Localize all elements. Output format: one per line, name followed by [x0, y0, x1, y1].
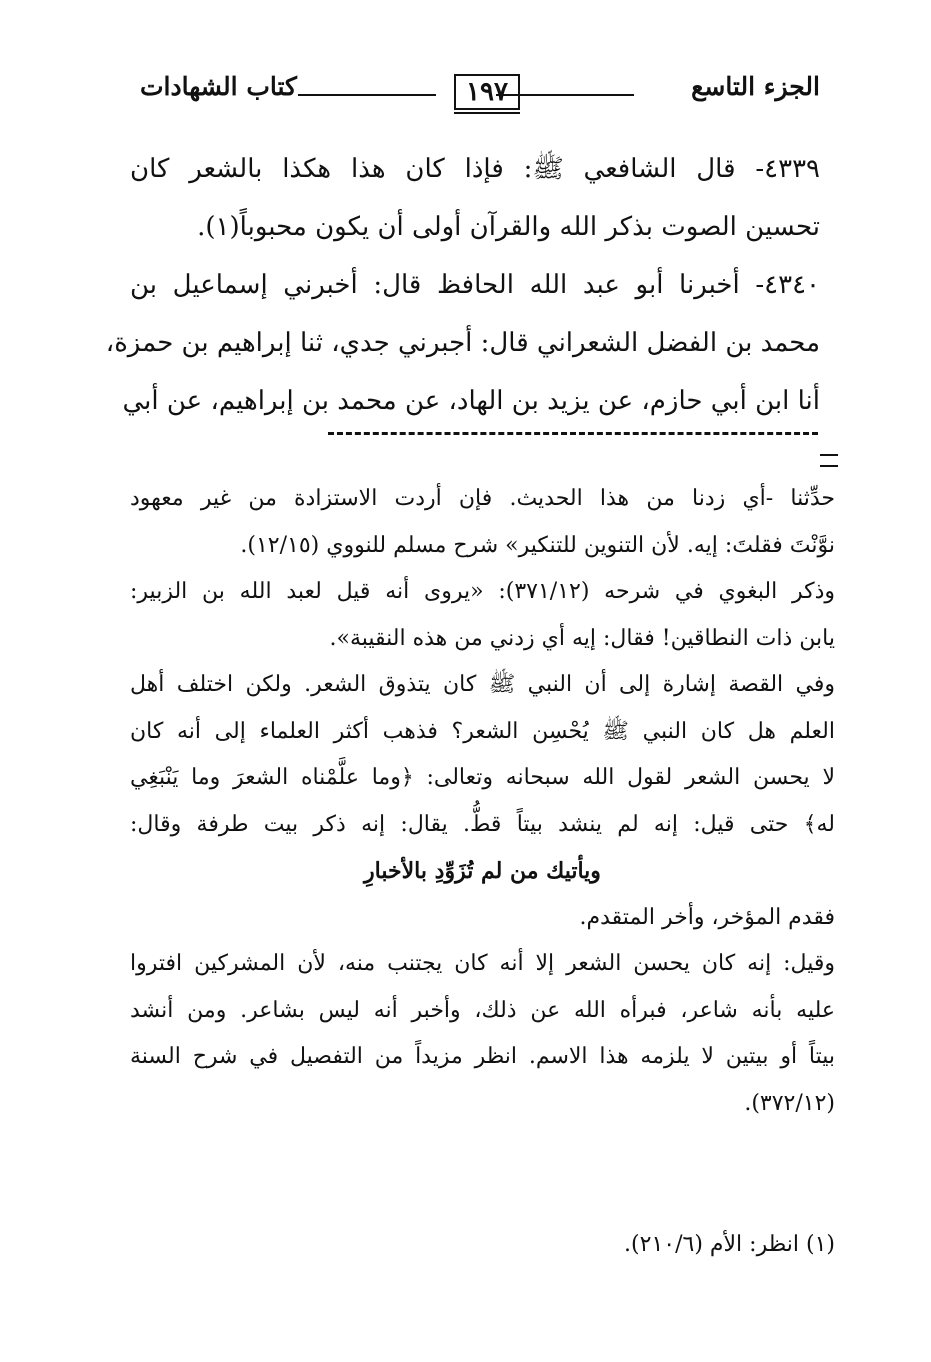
part-title: الجزء التاسع — [691, 72, 820, 101]
main-line: ٤٣٣٩- قال الشافعي ﷺ: فإذا كان هذا هكذا بالشعر كان — [130, 154, 820, 184]
poetry-verse: ويأتيك من لم تُزَوِّدِ بالأخبارِ — [364, 858, 601, 884]
page-number: ١٩٧ — [454, 74, 520, 110]
note-line: عليه بأنه شاعر، فبرأه الله عن ذلك، وأخبر أنه ليس بشاعر. ومن أنشد — [130, 997, 835, 1023]
book-title: كتاب الشهادات — [140, 72, 297, 101]
note-line: وفي القصة إشارة إلى أن النبي ﷺ كان يتذوق الشعر. ولكن اختلف أهل — [130, 672, 835, 697]
note-line: يابن ذات النطاقين! فقال: إيه أي زدني من هذه النقيبة». — [329, 625, 835, 651]
main-line: محمد بن الفضل الشعراني قال: أجبرني جدي، ثنا إبراهيم بن حمزة، — [105, 328, 820, 358]
note-line: فقدم المؤخر، وأخر المتقدم. — [579, 904, 835, 930]
main-text — [105, 140, 820, 430]
main-line: ٤٣٤٠- أخبرنا أبو عبد الله الحافظ قال: أخبرني إسماعيل بن — [130, 270, 820, 300]
page-header — [140, 64, 820, 120]
note-line: (٣٧٢/١٢). — [744, 1090, 835, 1116]
note-line: بيتاً أو بيتين لا يلزمه هذا الاسم. انظر مزيداً من التفصيل في شرح السنة — [130, 1044, 835, 1069]
note-line: له﴾ حتى قيل: إنه لم ينشد بيتاً قطُّ. يقال: إنه ذكر بيت طرفة وقال: — [130, 811, 835, 837]
note-line: نوَّنْتَ فقلتَ: إيه. لأن التنوين للتنكير» شرح مسلم للنووي (١٢/١٥). — [240, 532, 835, 558]
header-rule-left — [298, 94, 436, 96]
note-line: وقيل: إنه كان يحسن الشعر إلا أنه كان يجتنب منه، لأن المشركين افتروا — [130, 951, 835, 976]
main-line: تحسين الصوت بذكر الله والقرآن أولى أن يكون محبوباً(١). — [197, 212, 820, 242]
note-line: وذكر البغوي في شرحه (٣٧١/١٢): «يروى أنه قيل لعبد الله بن الزبير: — [130, 579, 835, 604]
footnote-separator — [328, 432, 818, 435]
footnote: (١) انظر: الأم (٢١٠/٦). — [624, 1232, 835, 1257]
continuation-mark — [820, 454, 838, 467]
note-line: لا يحسن الشعر لقول الله سبحانه وتعالى: ﴿وما علَّمْناه الشعرَ وما يَنْبَغِي — [130, 765, 835, 790]
note-line: العلم هل كان النبي ﷺ يُحْسِن الشعر؟ فذهب أكثر العلماء إلى أنه كان — [130, 718, 835, 744]
main-line: أنا ابن أبي حازم، عن يزيد بن الهاد، عن محمد بن إبراهيم، عن أبي — [122, 386, 820, 416]
note-line: حدِّثنا -أي زدنا من هذا الحديث. فإن أردت الاستزادة من غير معهود — [130, 486, 835, 511]
commentary-notes — [130, 476, 835, 1127]
